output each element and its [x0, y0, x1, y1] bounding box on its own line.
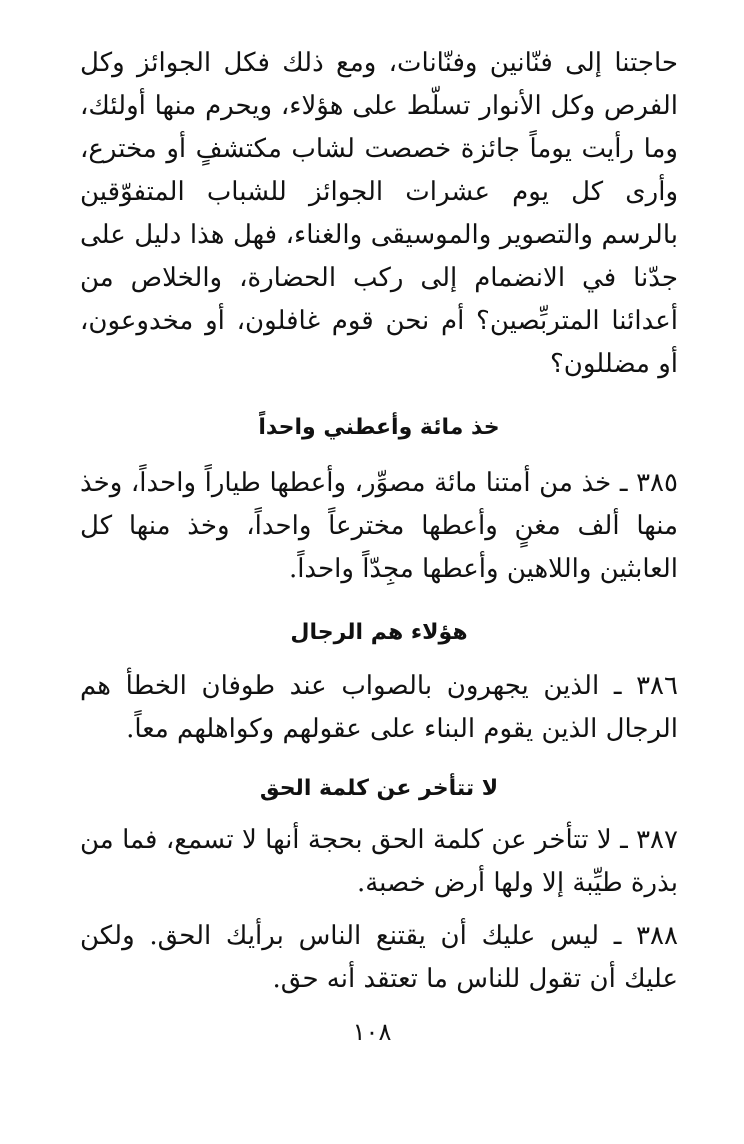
section-heading-these-are-men: هؤلاء هم الرجال — [290, 620, 468, 645]
paragraph-386: ٣٨٦ ـ الذين يجهرون بالصواب عند طوفان الخطأ هم الرجال الذين يقوم البناء على عقولهم وكواهلهم معاً. — [80, 671, 678, 744]
intro-paragraph: حاجتنا إلى فنّانين وفنّانات، ومع ذلك فكل الجوائز وكل الفرص وكل الأنوار تسلّط على هؤلاء، ويحرم منها أولئك، وما رأيت يوماً جائزة خصصت لشاب مكتشفٍ أو مخترع، وأرى كل يوم عشرات الجوائز للشباب المتفوّقين بالرسم والتصوير والموسيقى والغناء، فهل هذا دليل على جدّنا في الانضمام إلى ركب الحضارة، والخلاص من أعدائنا المتربِّصين؟ أم نحن قوم غافلون، أو مخدوعون، أو مضللون؟ — [80, 48, 678, 379]
section-heading-word-of-truth: لا تتأخر عن كلمة الحق — [259, 776, 499, 801]
paragraph-385: ٣٨٥ ـ خذ من أمتنا مائة مصوِّر، وأعطها طياراً واحداً، وخذ منها ألف مغنٍ وأعطها مخترعاً واحداً، وخذ منها كل العابثين واللاهين وأعطها مجِدّاً واحداً. — [80, 468, 678, 584]
page-number: ١٠٨ — [352, 1018, 392, 1046]
paragraph-388: ٣٨٨ ـ ليس عليك أن يقتنع الناس برأيك الحق. ولكن عليك أن تقول للناس ما تعتقد أنه حق. — [80, 921, 678, 994]
page-body — [80, 42, 678, 1001]
paragraph-387: ٣٨٧ ـ لا تتأخر عن كلمة الحق بحجة أنها لا تسمع، فما من بذرة طيِّبة إلا ولها أرض خصبة. — [80, 825, 678, 898]
section-heading-take-hundred: خذ مائة وأعطني واحداً — [258, 415, 500, 440]
